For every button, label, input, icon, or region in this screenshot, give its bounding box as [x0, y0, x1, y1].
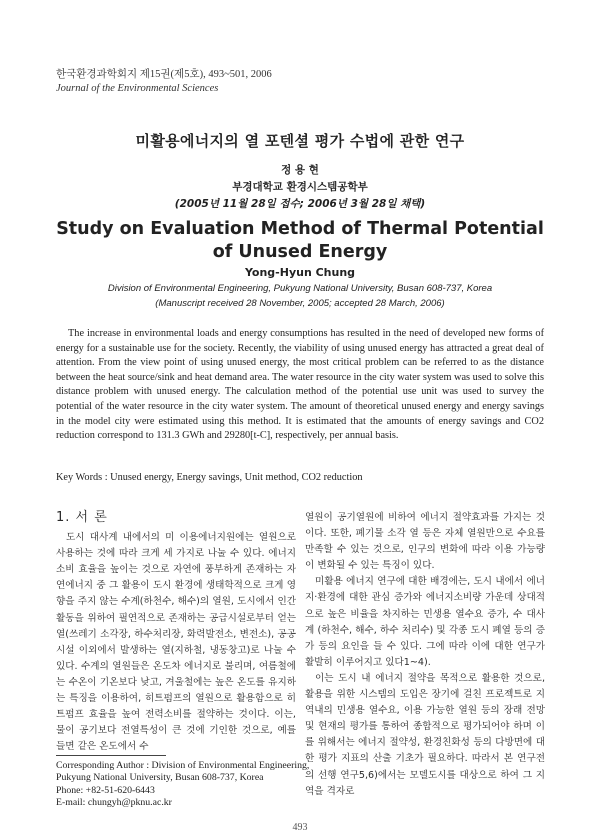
footnote-line: Phone: +82-51-620-6443: [56, 784, 155, 796]
body-paragraph: 도시 대사계 내에서의 미 이용에너지원에는 열원으로 사용하는 것에 따라 크게 세 가지로 나눌 수 있다. 에너지 소비 효율을 높이는 것으로 자연에 풍부하게 존재하는 자연에너지 중 그 활용이 도시 환경에 생태학적으로 크게 영향을 주지 않는 수계(하천수, 해수)의 열원, 도시에서 인간 활동을 위하여 필연적으로 존재하는 공급시설로부터 얻는 열(쓰레기 소각장, 하수처리장, 화력발전소, 변전소), 공공시설 이외에서 발생하는 열(지하철, 냉동창고)로 나눌 수 있다. 수계의 열원들은 온도차 에너지로 불리며, 여름철에는 수온이 기온보다 낮고, 겨울철에는 높은 온도를 유지하는 특징을 이용하여, 히트펌프의 열원으로 활용함으로 히트펌프 효율을 높여 전력소비를 절약하는 것이다. 이는, 물이 공기보다 전열특성이 큰 것에 기인한 것으로, 예를 들면 같은 온도에서 수: [56, 532, 296, 753]
section-heading: 1. 서 론: [56, 510, 108, 525]
english-author: Yong-Hyun Chung: [244, 266, 356, 279]
english-title: [0, 218, 600, 264]
korean-title: 미활용에너지의 열 포텐셜 평가 수법에 관한 연구: [135, 132, 465, 150]
journal-header: [56, 68, 272, 96]
footnote-rule: [56, 755, 166, 756]
keywords: Key Words : Unused energy, Energy savings, Unit method, CO2 reduction: [56, 472, 363, 483]
journal-name: Journal of the Environmental Sciences: [56, 83, 219, 94]
left-column: [56, 510, 296, 755]
english-title-line2: of Unused Energy: [212, 242, 388, 262]
footnote-line: Corresponding Author : Division of Environmental Engineering,: [56, 760, 310, 771]
korean-affiliation: 부경대학교 환경시스템공학부: [232, 181, 368, 193]
abstract: The increase in environmental loads and energy consumptions has resulted in the need of developed new forms of energy for a sustainable use for the society. Recently, the viability of using unused energy has attracted a great deal of attention. From the view point of using unused energy, the most critical problem can be referred to as the distance between the heat source/sink and heat demand area. The water resource in the city water system was used to solve this distance problem with unused energy. The calculation method of the potential use unit was used to survey the potential of the water resource in the city water system. The amount of theoretical unused energy and energy savings in the model city were estimated using this method. It is estimated that the amounts of energy savings and CO2 reduction correspond to 131.3 GWh and 29280[t-C], respectively, per annual basis.: [56, 328, 544, 442]
korean-author: 정 용 현: [281, 164, 319, 176]
english-title-line1: Study on Evaluation Method of Thermal Potential: [56, 219, 544, 239]
footnote-email: E-mail: chungyh@pknu.ac.kr: [56, 796, 172, 808]
body-paragraph: 미활용 에너지 연구에 대한 배경에는, 도시 내에서 에너지·환경에 대한 관심 증가와 에너지소비량 가운데 상대적으로 높은 비율을 차지하는 민생용 열수요 증가, 수 대사계 (하천수, 해수, 하수 처리수) 및 각종 도시 폐열 등의 증가 등의 요인을 들 수 있다. 그에 따라 이에 대한 연구가 활발히 이루어지고 있다1~4).: [305, 576, 545, 668]
corresponding-author-footnote: [56, 760, 309, 809]
citation-line: 한국환경과학회지 제15권(제5호), 493~501, 2006: [56, 69, 272, 80]
english-dates: (Manuscript received 28 November, 2005; accepted 28 March, 2006): [155, 298, 445, 309]
english-affiliation: Division of Environmental Engineering, Pukyung National University, Busan 608-737, Korea: [107, 283, 493, 294]
page-number: 493: [292, 822, 308, 833]
right-column: [305, 510, 545, 800]
korean-dates: (2005년 11월 28일 접수; 2006년 3월 28일 채택): [174, 198, 426, 210]
body-paragraph: 이는 도시 내 에너지 절약을 목적으로 활용한 것으로, 활용을 위한 시스템의 도입은 장기에 걸친 프로젝트로 지역내의 민생용 열수요, 이용 가능한 열원 등의 장래 전망 및 현재의 평가를 통하여 종합적으로 평가되어야 하며 이를 위해서는 에너지 절약성, 환경친화성 등의 다방면에 대한 평가 지표의 산출 기초가 필요하다. 따라서 본 연구전의 선행 연구5,6)에서는 모델도시를 대상으로 하여 그 지역을 격자로: [305, 672, 545, 797]
footnote-line: Pukyung National University, Busan 608-737, Korea: [56, 772, 264, 784]
body-paragraph: 열원이 공기열원에 비하여 에너지 절약효과를 가지는 것이다. 또한, 폐기물 소각 열 등은 자체 열원만으로 수요를 만족할 수 있는 것으로, 인구의 변화에 따라 이용 가능량이 변화될 수 있는 특징이 있다.: [305, 512, 545, 572]
